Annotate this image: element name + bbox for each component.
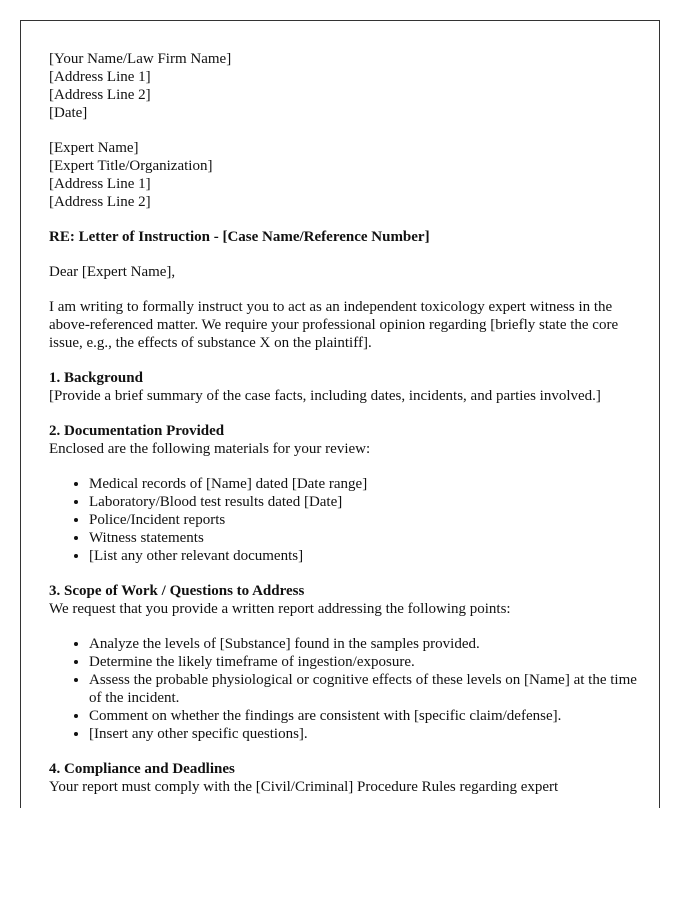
letter-content — [49, 50, 639, 796]
section-compliance — [49, 760, 639, 796]
section-heading: 2. Documentation Provided — [49, 423, 225, 439]
section-documentation — [49, 422, 639, 565]
list-item: • [Insert any other specific questions]. — [89, 725, 639, 743]
list-item: • Determine the likely timeframe of ingestion/exposure. — [89, 653, 639, 671]
section-body: Your report must comply with the [Civil/Criminal] Procedure Rules regarding expert — [49, 779, 559, 795]
subject-line: RE: Letter of Instruction - [Case Name/Reference Number] — [49, 229, 430, 245]
list-item: • Medical records of [Name] dated [Date range] — [89, 475, 639, 493]
list-item: • Comment on whether the findings are consistent with [specific claim/defense]. — [89, 707, 639, 725]
section-body: Enclosed are the following materials for your review: — [49, 441, 371, 457]
list-item: • Laboratory/Blood test results dated [Date] — [89, 493, 639, 511]
list-item: • [List any other relevant documents] — [89, 547, 639, 565]
intro-paragraph: I am writing to formally instruct you to act as an independent toxicology expert witness in the above-referenced matter. We require your professional opinion regarding [briefly state the core issue, e.g., the effects of substance X on the plaintiff]. — [49, 299, 619, 351]
sender-block — [49, 50, 639, 122]
letter-date: [Date] — [49, 105, 88, 121]
recipient-address-line-2: [Address Line 2] — [49, 194, 151, 210]
section-scope — [49, 582, 639, 743]
salutation: Dear [Expert Name], — [49, 264, 176, 280]
list-item: • Police/Incident reports — [89, 511, 639, 529]
recipient-title-org: [Expert Title/Organization] — [49, 158, 213, 174]
recipient-address-line-1: [Address Line 1] — [49, 176, 151, 192]
list-item: • Analyze the levels of [Substance] found in the samples provided. — [89, 635, 639, 653]
section-heading: 4. Compliance and Deadlines — [49, 761, 235, 777]
questions-list — [49, 635, 639, 743]
list-item: • Assess the probable physiological or cognitive effects of these levels on [Name] at the time of the incident. — [89, 671, 639, 707]
letter-page — [20, 20, 660, 808]
recipient-name: [Expert Name] — [49, 140, 139, 156]
section-background — [49, 369, 639, 405]
section-heading: 3. Scope of Work / Questions to Address — [49, 583, 305, 599]
section-heading: 1. Background — [49, 370, 143, 386]
list-item: • Witness statements — [89, 529, 639, 547]
sender-address-line-1: [Address Line 1] — [49, 69, 151, 85]
section-body: We request that you provide a written report addressing the following points: — [49, 601, 511, 617]
sender-address-line-2: [Address Line 2] — [49, 87, 151, 103]
sender-name: [Your Name/Law Firm Name] — [49, 51, 232, 67]
documents-list — [49, 475, 639, 565]
recipient-block — [49, 139, 639, 211]
section-body: [Provide a brief summary of the case facts, including dates, incidents, and parties involved.] — [49, 388, 601, 404]
